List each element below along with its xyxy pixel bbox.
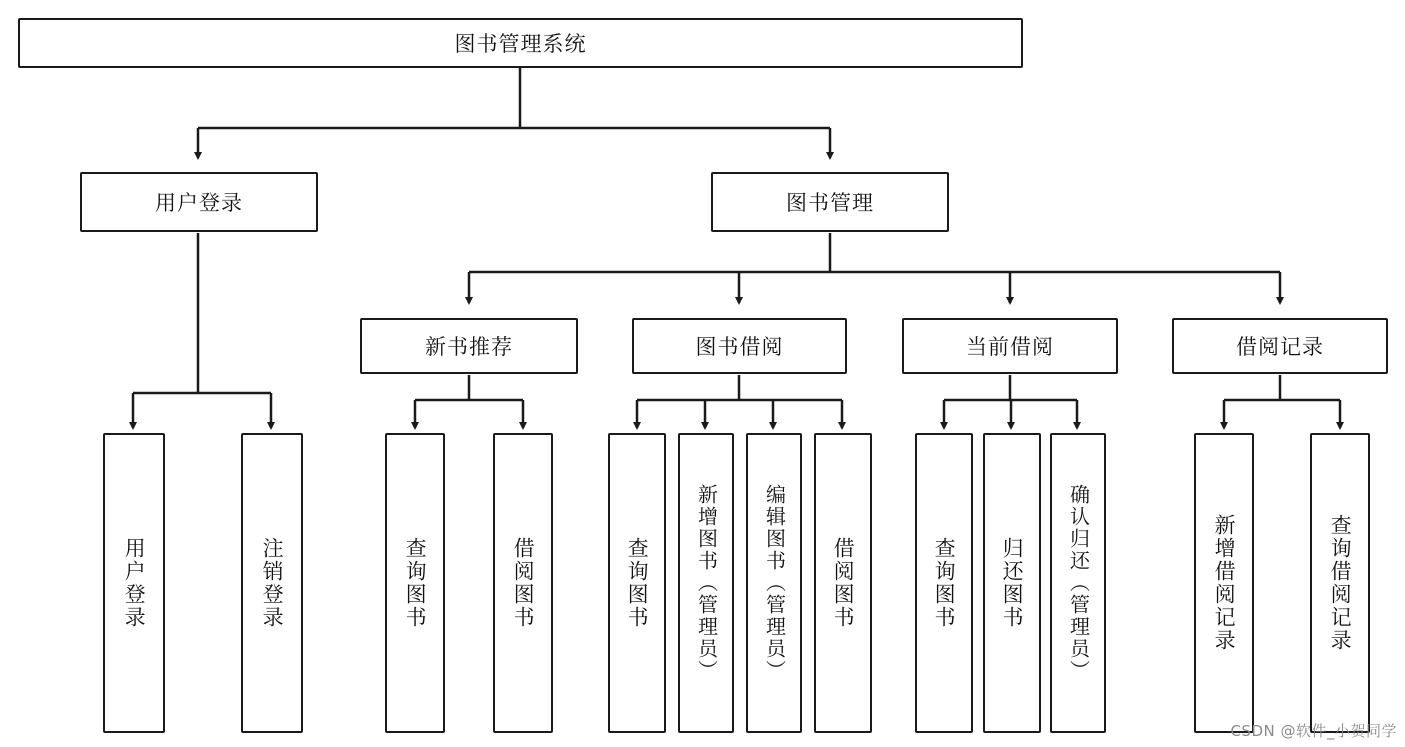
node-new-book-recommend[interactable]: 新书推荐 (360, 318, 578, 374)
node-user-login[interactable]: 用户登录 (80, 172, 318, 232)
leaf-logout[interactable]: 注销登录 (241, 433, 303, 733)
leaf-current-confirm-return[interactable]: 确认归还（管理员） (1050, 433, 1106, 733)
node-book-borrow[interactable]: 图书借阅 (632, 318, 847, 374)
leaf-current-query[interactable]: 查询图书 (915, 433, 973, 733)
leaf-new-book-query[interactable]: 查询图书 (385, 433, 445, 733)
leaf-borrow-borrow-book[interactable]: 借阅图书 (814, 433, 872, 733)
leaf-new-book-borrow[interactable]: 借阅图书 (493, 433, 553, 733)
node-borrow-record[interactable]: 借阅记录 (1172, 318, 1388, 374)
leaf-borrow-add-book[interactable]: 新增图书（管理员） (678, 433, 734, 733)
node-current-borrow[interactable]: 当前借阅 (902, 318, 1118, 374)
leaf-borrow-edit-book[interactable]: 编辑图书（管理员） (746, 433, 802, 733)
node-book-management[interactable]: 图书管理 (711, 172, 949, 232)
node-root[interactable]: 图书管理系统 (18, 18, 1023, 68)
leaf-record-query[interactable]: 查询借阅记录 (1310, 433, 1370, 733)
leaf-borrow-query[interactable]: 查询图书 (608, 433, 666, 733)
leaf-record-add[interactable]: 新增借阅记录 (1194, 433, 1254, 733)
leaf-user-login[interactable]: 用户登录 (103, 433, 165, 733)
watermark: CSDN @软件_小贺同学 (1230, 722, 1397, 740)
leaf-current-return[interactable]: 归还图书 (983, 433, 1041, 733)
